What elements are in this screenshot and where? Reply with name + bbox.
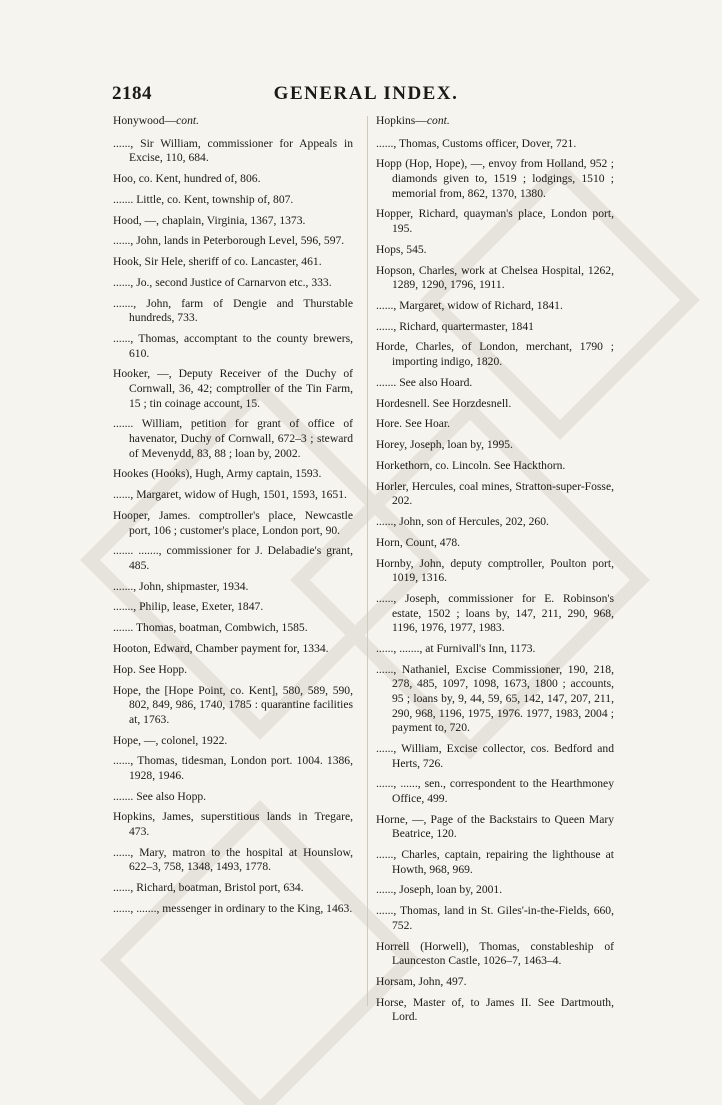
index-entry: ......, Sir William, commissioner for Appeals in Excise, 110, 684. bbox=[113, 136, 353, 165]
index-entry: ......, Charles, captain, repairing the lighthouse at Howth, 968, 969. bbox=[376, 848, 614, 876]
index-entry: Hope, the [Hope Point, co. Kent], 580, 589, 590, 802, 849, 986, 1740, 1785 : quarantine facilities at, 1763. bbox=[113, 683, 353, 726]
index-entry: Hookes (Hooks), Hugh, Army captain, 1593. bbox=[113, 467, 322, 481]
index-entry: ....... ......., commissioner for J. Delabadie's grant, 485. bbox=[113, 544, 353, 572]
index-entry: ....... See also Hopp. bbox=[113, 789, 207, 803]
index-entry: Hordesnell. See Horzdesnell. bbox=[376, 396, 512, 410]
index-entry: ......, Thomas, accomptant to the county brewers, 610. bbox=[113, 332, 353, 360]
index-entry: ......, William, Excise collector, cos. Bedford and Herts, 726. bbox=[376, 741, 614, 770]
index-entry: ......, ......., messenger in ordinary to the King, 1463. bbox=[113, 902, 353, 915]
index-entry: Horsam, John, 497. bbox=[376, 974, 467, 988]
index-entry: ....... William, petition for grant of office of havenator, Duchy of Cornwall, 672–3 ; steward of Mevenydd, 83, 88 ; loan by, 2002. bbox=[113, 417, 353, 460]
index-entry: ....... Thomas, boatman, Combwich, 1585. bbox=[113, 621, 308, 635]
index-entry: Horrell (Horwell), Thomas, constableship of Launceston Castle, 1026–7, 1463–4. bbox=[376, 939, 614, 968]
index-entry: ......, ......., at Furnivall's Inn, 1173. bbox=[376, 642, 536, 655]
index-column-left bbox=[113, 114, 353, 923]
index-entry: Hook, Sir Hele, sheriff of co. Lancaster, 461. bbox=[113, 255, 322, 269]
continuation-heading: Honywood—cont. bbox=[113, 114, 199, 127]
running-title: GENERAL INDEX. bbox=[273, 83, 459, 104]
index-entry: Hope, —, colonel, 1922. bbox=[113, 733, 228, 747]
index-entry: ......, Joseph, loan by, 2001. bbox=[376, 883, 503, 897]
index-entry: ......, Thomas, land in St. Giles'-in-the-Fields, 660, 752. bbox=[376, 904, 614, 932]
index-entry: ......, Margaret, widow of Hugh, 1501, 1593, 1651. bbox=[113, 488, 347, 502]
index-entry: Horse, Master of, to James II. See Dartmouth, Lord. bbox=[376, 995, 614, 1024]
index-entry: Hopp (Hop, Hope), —, envoy from Holland, 952 ; diamonds given to, 1519 ; lodgings, 1510 ; memorial from, 862, 1370, 1380. bbox=[376, 157, 614, 200]
index-entry: Horn, Count, 478. bbox=[376, 535, 461, 549]
index-entry: ......, ......, sen., correspondent to the Hearthmoney Office, 499. bbox=[376, 777, 614, 805]
index-entry: ......., John, shipmaster, 1934. bbox=[113, 579, 249, 593]
index-entry: Hopson, Charles, work at Chelsea Hospital, 1262, 1289, 1290, 1796, 1911. bbox=[376, 263, 614, 292]
page-header bbox=[112, 83, 620, 109]
index-entry: Hopkins, James, superstitious lands in Tregare, 473. bbox=[113, 810, 353, 839]
index-entry: ......, Thomas, Customs officer, Dover, 721. bbox=[376, 136, 577, 150]
index-entry: ......, John, son of Hercules, 202, 260. bbox=[376, 515, 549, 529]
index-entry: ......, Mary, matron to the hospital at Hounslow, 622–3, 758, 1348, 1493, 1778. bbox=[113, 845, 353, 874]
column-divider bbox=[367, 116, 368, 1006]
index-entry: Hooton, Edward, Chamber payment for, 1334. bbox=[113, 642, 329, 655]
index-entry: Hooker, —, Deputy Receiver of the Duchy of Cornwall, 36, 42; comptroller of the Tin Farm, 15 ; tin coinage account, 15. bbox=[113, 367, 353, 410]
index-entry: ......, Jo., second Justice of Carnarvon etc., 333. bbox=[113, 275, 332, 289]
continuation-heading: Hopkins—cont. bbox=[376, 114, 450, 127]
index-entry: Hooper, James. comptroller's place, Newcastle port, 106 ; customer's place, London port, 90. bbox=[113, 508, 353, 537]
page-number: 2184 bbox=[112, 83, 152, 104]
index-entry: ......, John, lands in Peterborough Level, 596, 597. bbox=[113, 234, 345, 248]
index-entry: Hops, 545. bbox=[376, 242, 427, 256]
index-entry: Horey, Joseph, loan by, 1995. bbox=[376, 438, 513, 452]
index-entry: ......, Thomas, tidesman, London port. 1004. 1386, 1928, 1946. bbox=[113, 754, 353, 782]
index-entry: Horde, Charles, of London, merchant, 1790 ; importing indigo, 1820. bbox=[376, 340, 614, 369]
index-entry: ......, Richard, quartermaster, 1841 bbox=[376, 319, 534, 333]
index-entry: ......, Margaret, widow of Richard, 1841. bbox=[376, 298, 563, 312]
index-entry: ....... See also Hoard. bbox=[376, 375, 473, 389]
index-entry: Hood, —, chaplain, Virginia, 1367, 1373. bbox=[113, 213, 306, 227]
index-entry: ......, Nathaniel, Excise Commissioner, 190, 218, 278, 485, 1097, 1098, 1673, 1800 ; accounts, 95 ; loans by, 9, 44, 59, 65, 142, 147, 207, 211, 290, 968, 1196, 1975, 1976. 1977, 1983, 2004 ; payment to, 720. bbox=[376, 662, 614, 735]
index-entry: Hornby, John, deputy comptroller, Poulton port, 1019, 1316. bbox=[376, 556, 614, 585]
index-column-right bbox=[376, 114, 614, 1031]
index-entry: ......., Philip, lease, Exeter, 1847. bbox=[113, 600, 264, 614]
index-entry: Hop. See Hopp. bbox=[113, 662, 188, 676]
index-entry: ......, Richard, boatman, Bristol port, 634. bbox=[113, 881, 304, 895]
index-entry: Hoo, co. Kent, hundred of, 806. bbox=[113, 171, 261, 185]
index-entry: Horkethorn, co. Lincoln. See Hackthorn. bbox=[376, 458, 566, 472]
index-entry: Horne, —, Page of the Backstairs to Queen Mary Beatrice, 120. bbox=[376, 812, 614, 841]
index-entry: Horler, Hercules, coal mines, Stratton-super-Fosse, 202. bbox=[376, 479, 614, 508]
index-entry: Hore. See Hoar. bbox=[376, 417, 451, 431]
index-entry: Hopper, Richard, quayman's place, London port, 195. bbox=[376, 207, 614, 235]
index-entry: ......., John, farm of Dengie and Thurstable hundreds, 733. bbox=[113, 296, 353, 325]
index-entry: ....... Little, co. Kent, township of, 807. bbox=[113, 192, 294, 206]
index-entry: ......, Joseph, commissioner for E. Robinson's estate, 1502 ; loans by, 147, 211, 290, 968, 1196, 1976, 1977, 1983. bbox=[376, 592, 614, 635]
